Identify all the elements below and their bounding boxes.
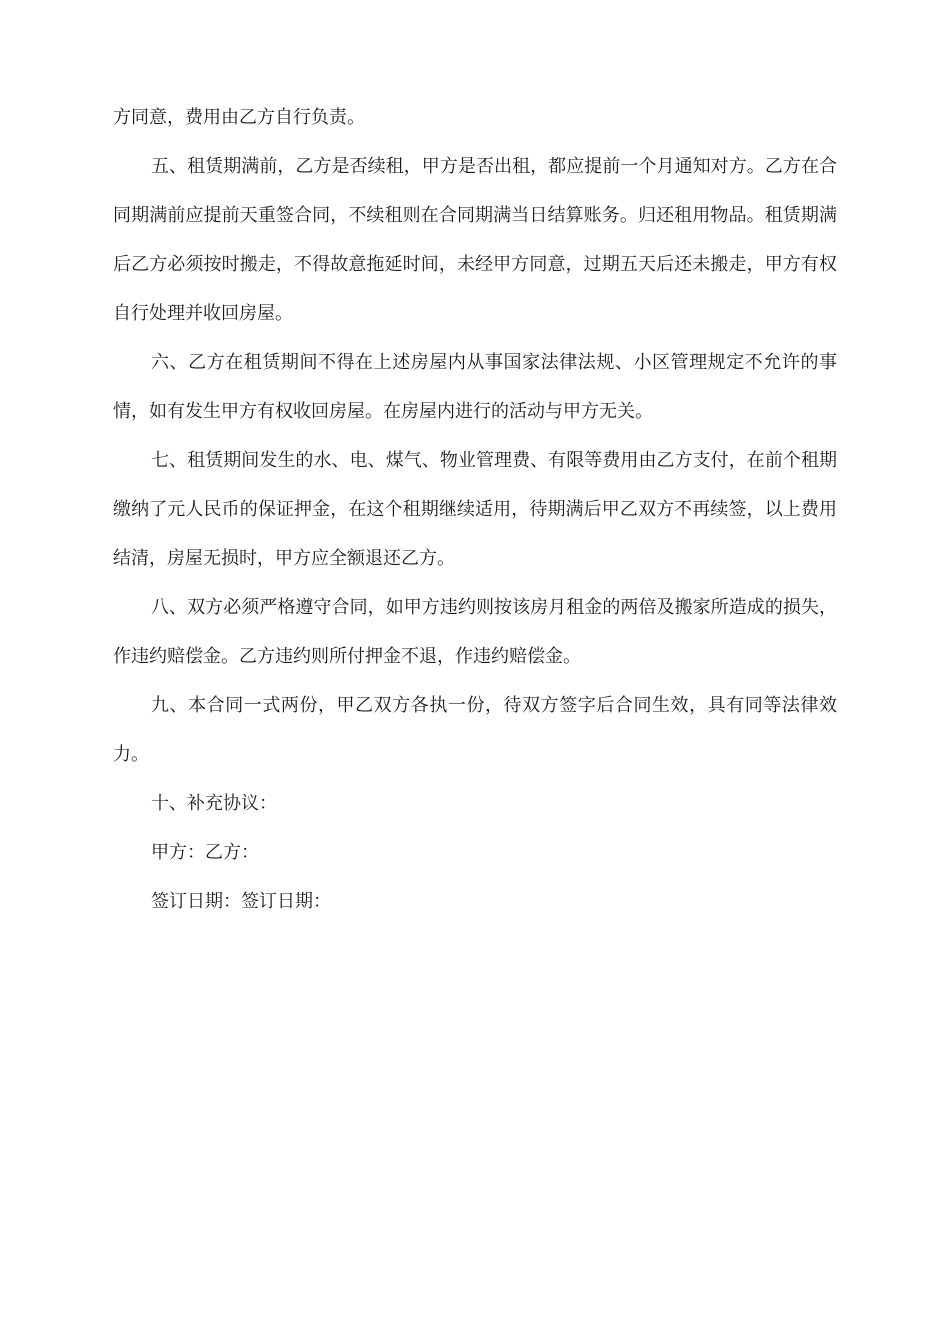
contract-body [113, 93, 837, 926]
clause-six: 六、乙方在租赁期间不得在上述房屋内从事国家法律法规、小区管理规定不允许的事情，如有发生甲方有权收回房屋。在房屋内进行的活动与甲方无关。 [113, 352, 837, 422]
clause-seven: 七、租赁期间发生的水、电、煤气、物业管理费、有限等费用由乙方支付，在前个租期缴纳了元人民币的保证押金，在这个租期继续适用，待期满后甲乙双方不再续签，以上费用结清，房屋无损时，甲方应全额退还乙方。 [113, 450, 837, 569]
signature-dates: 签订日期：签订日期： [151, 891, 331, 912]
clause-nine: 九、本合同一式两份，甲乙双方各执一份，待双方签字后合同生效，具有同等法律效力。 [113, 695, 837, 765]
clause-eight: 八、双方必须严格遵守合同，如甲方违约则按该房月租金的两倍及搬家所造成的损失，作违约赔偿金。乙方违约则所付押金不退，作违约赔偿金。 [113, 597, 837, 667]
signature-parties: 甲方：乙方： [151, 842, 259, 863]
paragraph-continuation: 方同意，费用由乙方自行负责。 [113, 107, 365, 128]
clause-five: 五、租赁期满前，乙方是否续租，甲方是否出租，都应提前一个月通知对方。乙方在合同期满前应提前天重签合同，不续租则在合同期满当日结算账务。归还租用物品。租赁期满后乙方必须按时搬走，不得故意拖延时间，未经甲方同意，过期五天后还未搬走，甲方有权自行处理并收回房屋。 [113, 156, 837, 324]
clause-ten: 十、补充协议： [151, 793, 277, 814]
